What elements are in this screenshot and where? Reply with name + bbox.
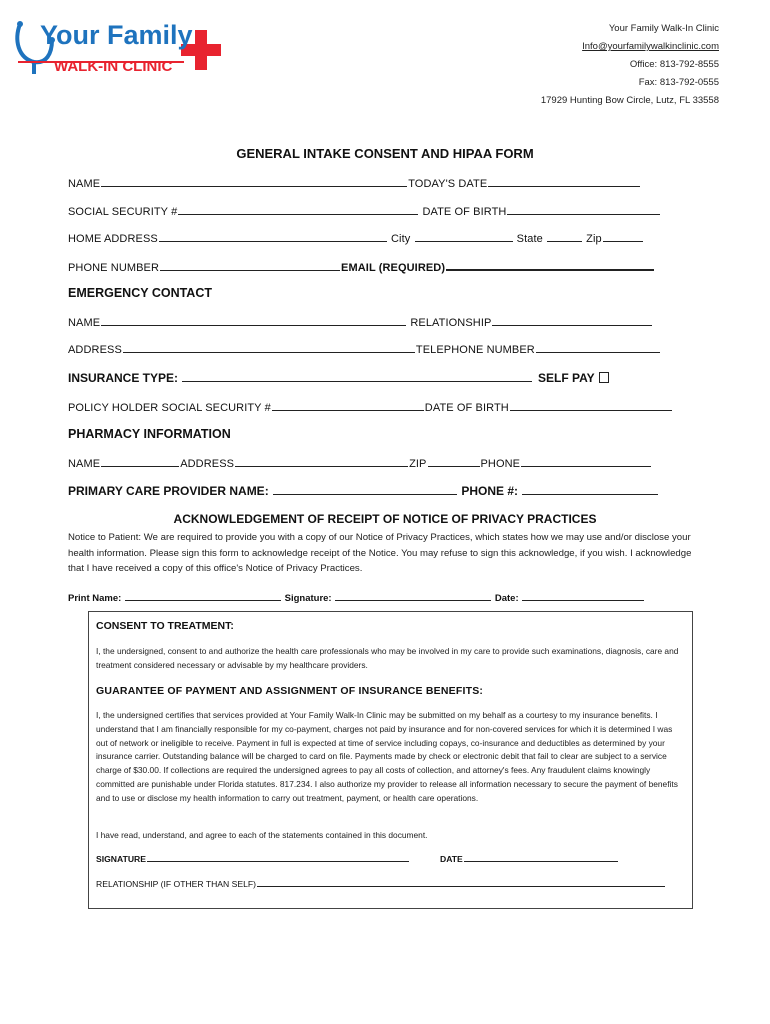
ph-address-label: ADDRESS bbox=[180, 458, 235, 470]
phone-row bbox=[68, 259, 655, 274]
email-input[interactable] bbox=[446, 259, 654, 271]
ack-signature-label: Signature: bbox=[284, 593, 332, 604]
insurance-type-label: INSURANCE TYPE: bbox=[68, 371, 179, 385]
name-input[interactable] bbox=[101, 176, 407, 187]
ack-signature-input[interactable] bbox=[335, 592, 491, 601]
self-pay-option[interactable] bbox=[538, 371, 609, 385]
ec-relationship-label: RELATIONSHIP bbox=[410, 317, 492, 329]
dob-label: DATE OF BIRTH bbox=[422, 206, 507, 218]
ssn-label: SOCIAL SECURITY # bbox=[68, 206, 178, 218]
logo-text-bottom: WALK-IN CLINIC bbox=[54, 58, 173, 75]
pcp-row bbox=[68, 484, 659, 498]
clinic-logo bbox=[12, 18, 227, 80]
ack-date-label: Date: bbox=[494, 593, 519, 604]
consent-signature-row bbox=[96, 853, 410, 864]
pharmacy-row bbox=[68, 456, 652, 470]
policy-ssn-label: POLICY HOLDER SOCIAL SECURITY # bbox=[68, 402, 271, 414]
ph-zip-label: ZIP bbox=[409, 458, 427, 470]
consent-date-row bbox=[440, 853, 619, 864]
ec-address-label: ADDRESS bbox=[68, 344, 122, 356]
consent-date-input[interactable] bbox=[464, 853, 618, 862]
ack-date-input[interactable] bbox=[522, 592, 644, 601]
ec-address-input[interactable] bbox=[123, 342, 415, 353]
policy-ssn-input[interactable] bbox=[272, 400, 424, 411]
office-phone: Office: 813-792-8555 bbox=[629, 59, 719, 70]
print-name-label: Print Name: bbox=[68, 593, 122, 604]
ec-name-row bbox=[68, 315, 653, 329]
pcp-label: PRIMARY CARE PROVIDER NAME: bbox=[68, 484, 269, 498]
ph-name-label: NAME bbox=[68, 458, 101, 470]
consent-signature-input[interactable] bbox=[147, 853, 409, 862]
ssn-input[interactable] bbox=[178, 204, 418, 215]
ssn-row bbox=[68, 204, 661, 218]
emergency-contact-heading: EMERGENCY CONTACT bbox=[68, 286, 212, 300]
ec-name-input[interactable] bbox=[101, 315, 406, 326]
ec-name-label: NAME bbox=[68, 317, 101, 329]
consent-heading: CONSENT TO TREATMENT: bbox=[96, 620, 234, 632]
home-address-input[interactable] bbox=[159, 231, 387, 242]
home-address-row bbox=[68, 231, 644, 245]
logo-text-top: Your Family bbox=[40, 20, 193, 50]
policy-holder-row bbox=[68, 400, 673, 414]
privacy-notice-text: Notice to Patient: We are required to provide you with a copy of our Notice of Privacy Practices, which states how we may use and/or disclose your health information. Please sign this form to acknowledge receipt of the Notice. You may refuse to sign this acknowledge, if you wish. I acknowledge that I have received a copy of this office's Notice of Privacy Practices. bbox=[68, 532, 692, 574]
relationship-input[interactable] bbox=[257, 878, 665, 887]
name-label: NAME bbox=[68, 178, 101, 190]
ph-address-input[interactable] bbox=[235, 456, 408, 467]
city-input[interactable] bbox=[415, 231, 513, 242]
consent-text: I, the undersigned, consent to and authorize the health care professionals who may be involved in my care to provide such examinations, diagnosis, care and treatment considered necessary or advisable by my healthcare providers. bbox=[96, 646, 679, 670]
ph-zip-input[interactable] bbox=[428, 456, 480, 467]
self-pay-checkbox[interactable] bbox=[599, 372, 609, 383]
ec-telephone-label: TELEPHONE NUMBER bbox=[415, 344, 535, 356]
consent-date-label: DATE bbox=[440, 854, 463, 864]
phone-input[interactable] bbox=[160, 260, 340, 271]
relationship-row bbox=[96, 878, 666, 889]
pharmacy-heading: PHARMACY INFORMATION bbox=[68, 427, 231, 441]
relationship-label: RELATIONSHIP (IF OTHER THAN SELF) bbox=[96, 879, 256, 889]
insurance-row bbox=[68, 371, 533, 385]
state-input[interactable] bbox=[547, 231, 582, 242]
agree-text: I have read, understand, and agree to each of the statements contained in this document. bbox=[96, 830, 428, 840]
zip-label: Zip bbox=[586, 233, 602, 245]
ph-name-input[interactable] bbox=[101, 456, 179, 467]
phone-label: PHONE NUMBER bbox=[68, 262, 160, 274]
form-title: GENERAL INTAKE CONSENT AND HIPAA FORM bbox=[236, 146, 534, 161]
pcp-name-input[interactable] bbox=[273, 484, 457, 495]
insurance-type-input[interactable] bbox=[182, 371, 532, 382]
ph-phone-input[interactable] bbox=[521, 456, 651, 467]
state-label: State bbox=[516, 233, 543, 245]
ph-phone-label: PHONE bbox=[480, 458, 521, 470]
ec-relationship-input[interactable] bbox=[492, 315, 652, 326]
acknowledgement-signature-row bbox=[68, 592, 645, 604]
consent-signature-label: SIGNATURE bbox=[96, 854, 146, 864]
policy-dob-label: DATE OF BIRTH bbox=[424, 402, 509, 414]
zip-input[interactable] bbox=[603, 231, 643, 242]
policy-dob-input[interactable] bbox=[510, 400, 672, 411]
dob-input[interactable] bbox=[507, 204, 660, 215]
guarantee-heading: GUARANTEE OF PAYMENT AND ASSIGNMENT OF INSURANCE BENEFITS: bbox=[96, 685, 484, 697]
print-name-input[interactable] bbox=[125, 592, 281, 601]
clinic-name: Your Family Walk-In Clinic bbox=[608, 23, 719, 34]
acknowledgement-title: ACKNOWLEDGEMENT OF RECEIPT OF NOTICE OF PRIVACY PRACTICES bbox=[173, 512, 597, 526]
email-label: EMAIL (REQUIRED) bbox=[341, 262, 446, 274]
todays-date-input[interactable] bbox=[488, 176, 640, 187]
fax-number: Fax: 813-792-0555 bbox=[638, 77, 719, 88]
clinic-address: 17929 Hunting Bow Circle, Lutz, FL 33558 bbox=[540, 95, 719, 106]
guarantee-text: I, the undersigned certifies that services provided at Your Family Walk-In Clinic may be submitted on my behalf as a courtesy to my insurance benefits. I understand that I am financially responsible for my co-payment, charges not paid by insurance and for non-covered services for which it is determined I was out of network or ineligible to receive. Payment in full is expected at time of service including copays, co-insurance and deductibles as determined by your insurance carrier. Outstanding balance will be charged to card on file. Payments made by check or electronic debit that fail to clear are subject to a service charge of $30.00. If collections are required the undersigned agrees to pay all costs of collection, and attorney's fees. Any fraudulent claims knowingly committed are punishable under Florida statutes. 817.234. I also authorize my provider to release all information necessary to secure the payment of benefits and to use or disclose my health information to carry out treatment, payment, or health care operations. bbox=[96, 710, 678, 803]
pcp-phone-label: PHONE #: bbox=[461, 484, 519, 498]
pcp-phone-input[interactable] bbox=[522, 484, 658, 495]
todays-date-label: TODAY'S DATE bbox=[408, 178, 488, 190]
home-address-label: HOME ADDRESS bbox=[68, 233, 158, 245]
ec-address-row bbox=[68, 342, 661, 356]
self-pay-label: SELF PAY bbox=[538, 371, 595, 385]
clinic-email-link[interactable]: Info@yourfamilywalkinclinic.com bbox=[582, 41, 719, 52]
name-row bbox=[68, 176, 641, 190]
ec-telephone-input[interactable] bbox=[536, 342, 660, 353]
city-label: City bbox=[391, 233, 411, 245]
